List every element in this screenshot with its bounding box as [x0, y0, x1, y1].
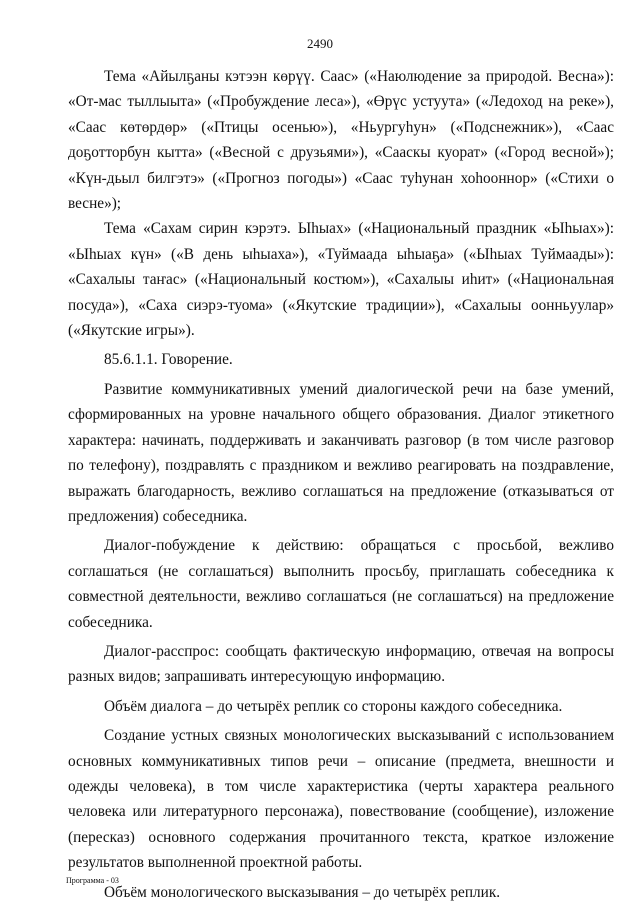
- paragraph-dialogue-inquiry: Диалог-расспрос: сообщать фактическую информацию, отвечая на вопросы разных видов; запрашивать интересующую информацию.: [68, 642, 614, 686]
- paragraph-theme-ysyakh: Тема «Сахам сирин кэрэтэ. Ыһыах» («Национальный праздник «Ыһыах»): «Ыһыах күн» («В день ыһыаха»), «Туймаада ыһыаҕа» («Ыһыах Туймаады»): «Сахалыы таҥас» («Национальный костюм»), «Сахалыы иһит» («Национальная посуда»), «Саха сиэрэ-туома» («Якутские традиции»), «Сахалыы оонньуулар» («Якутские игры»).: [68, 220, 614, 340]
- page-number: 2490: [307, 36, 333, 51]
- document-body: [68, 64, 614, 905]
- section-heading-speaking: 85.6.1.1. Говорение.: [104, 351, 233, 369]
- paragraph-dialogue-etiquette: Развитие коммуникативных умений диалогической речи на базе умений, сформированных на уровне начального общего образования. Диалог этикетного характера: начинать, поддерживать и заканчивать разговор (в том числе разговор по телефону), поздравлять с праздником и вежливо реагировать на поздравление, выражать благодарность, вежливо соглашаться на предложение (отказываться от предложения) собеседника.: [68, 380, 614, 525]
- paragraph-dialogue-action: Диалог-побуждение к действию: обращаться с просьбой, вежливо соглашаться (не соглашаться) выполнить просьбу, приглашать собеседника к совместной деятельности, вежливо соглашаться (не соглашаться) на предложение собеседника.: [68, 537, 614, 631]
- page-footer: Программа - 03: [66, 876, 119, 885]
- paragraph-monologue-volume: Объём монологического высказывания – до четырёх реплик.: [104, 883, 501, 901]
- paragraph-monologue: Создание устных связных монологических высказываний с использованием основных коммуникативных типов речи – описание (предмета, внешности и одежды человека), в том числе характеристика (черты характера реального человека или литературного персонажа), повествование (сообщение), изложение (пересказ) основного содержания прочитанного текста, краткое изложение результатов выполненной проектной работы.: [68, 727, 614, 872]
- paragraph-theme-spring: Тема «Айылҕаны кэтээн көрүү. Саас» («Наюлюдение за природой. Весна»): «От-мас тыллыыта» («Пробуждение леса»), «Өрүс устуута» («Ледоход на реке»), «Саас көтөрдөр» («Птицы осенью»), «Ньургуһун» («Подснежник»), «Саас доҕотторбун кытта» («Весной с друзьями»), «Сааскы куорат» («Город весной»); «Күн-дьыл билгэтэ» («Прогноз погоды») «Саас туһунан хоһооннор» («Стихи о весне»);: [68, 68, 614, 213]
- paragraph-dialogue-volume: Объём диалога – до четырёх реплик со стороны каждого собеседника.: [104, 697, 563, 715]
